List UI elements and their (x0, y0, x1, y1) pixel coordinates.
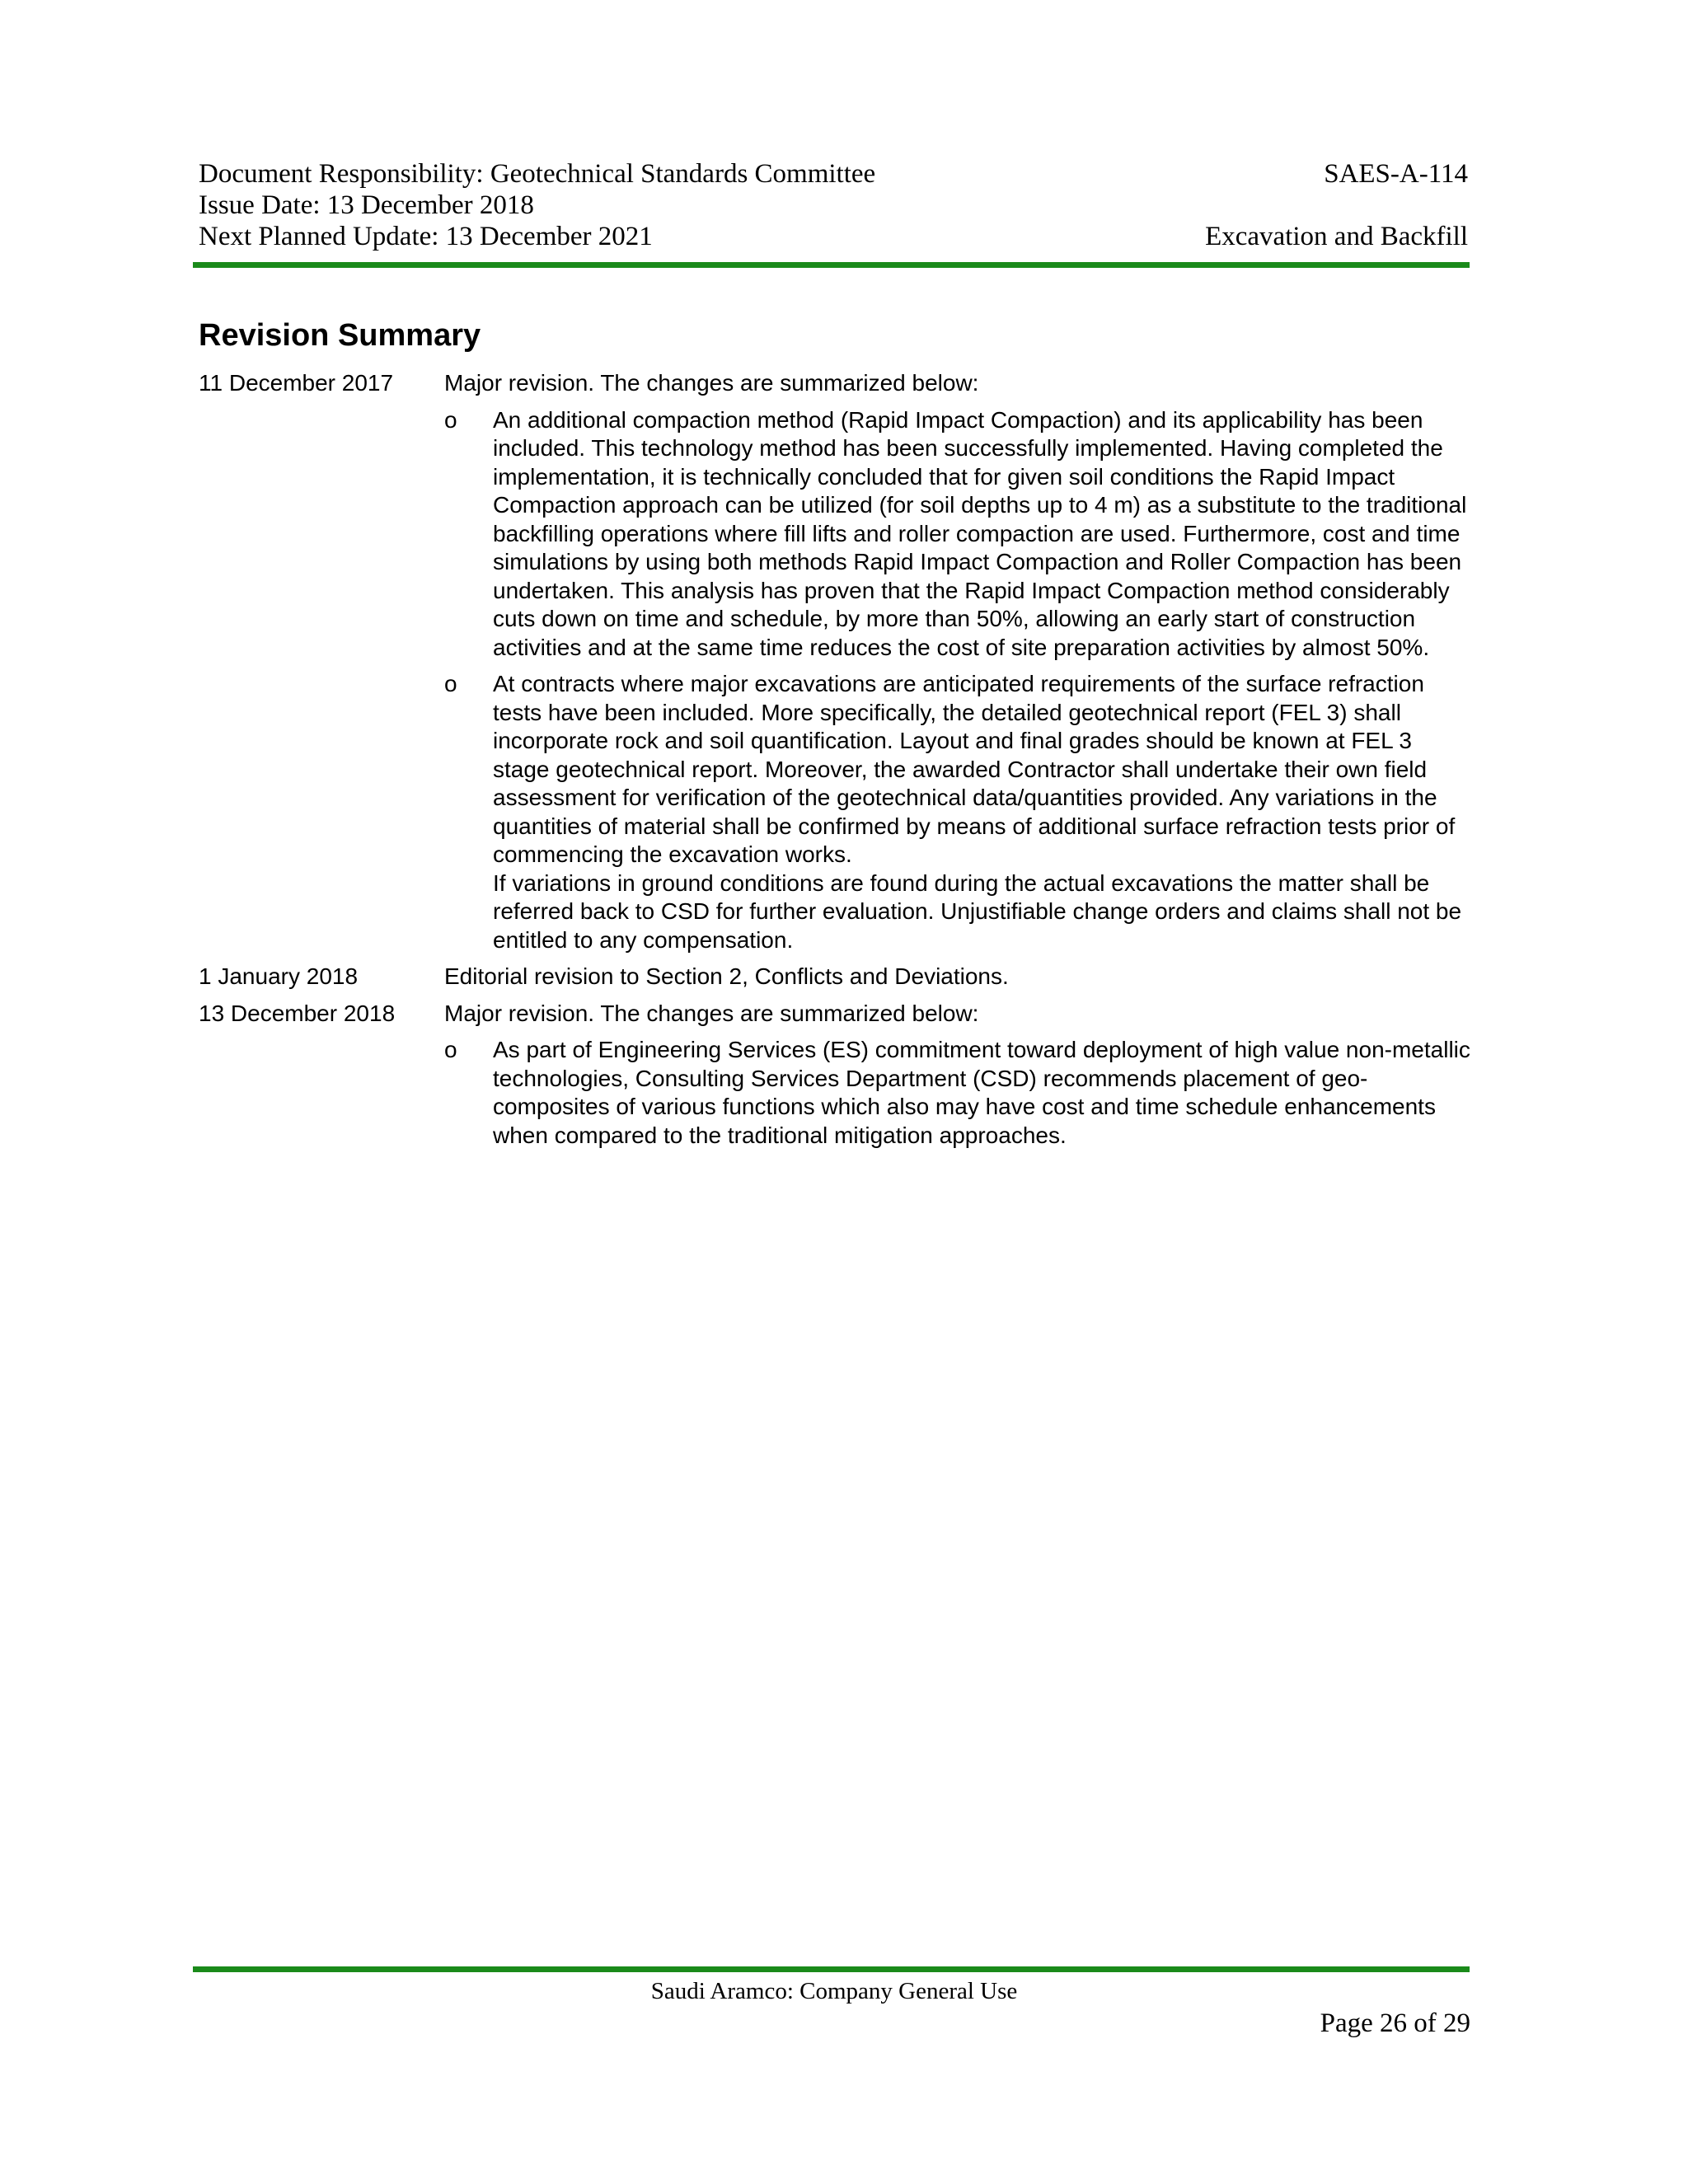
revision-body (444, 1000, 1472, 1151)
revision-summary: Editorial revision to Section 2, Conflicts and Deviations. (444, 963, 1009, 989)
revision-bullet (444, 406, 1472, 663)
revision-date: 11 December 2017 (199, 370, 394, 396)
issue-date: Issue Date: 13 December 2018 (199, 190, 534, 220)
page-header (199, 158, 1468, 252)
next-planned-update: Next Planned Update: 13 December 2021 (199, 222, 653, 251)
header-row-3 (199, 221, 1468, 252)
bullet-circle-icon: o (444, 671, 457, 696)
header-divider (193, 262, 1470, 268)
revision-date: 13 December 2018 (199, 1000, 396, 1026)
revision-entry (199, 369, 1472, 954)
revision-bullet (444, 670, 1472, 954)
revision-bullet (444, 1036, 1472, 1150)
document-number: SAES-A-114 (1324, 159, 1468, 189)
bullet-text: At contracts where major excavations are anticipated requirements of the surface refraction tests have been included. More specifically, the detailed geotechnical report (FEL 3) shall incorporate rock and soil quantification. Layout and final grades should be known at FEL 3 stage geotechnical report. Moreover, the awarded Contractor shall undertake their own field assessment for verification of the geotechnical data/quantities provided. Any variations in the quantities of material shall be confirmed by means of additional surface refraction tests prior of commencing the excavation works. (493, 671, 1456, 867)
revision-summary-list (199, 369, 1472, 1158)
revision-entry (199, 1000, 1472, 1151)
document-title: Excavation and Backfill (1205, 222, 1468, 251)
page-number: Page 26 of 29 (1320, 2008, 1470, 2038)
revision-body (444, 369, 1472, 954)
document-responsibility: Document Responsibility: Geotechnical Standards Committee (199, 159, 876, 189)
revision-entry (199, 963, 1472, 991)
section-title: Revision Summary (199, 318, 481, 353)
bullet-circle-icon: o (444, 1037, 457, 1062)
bullet-text-group (493, 670, 1472, 954)
bullet-text: As part of Engineering Services (ES) commitment toward deployment of high value non-metallic technologies, Consulting Services Department (CSD) recommends placement of geo-composites of various functions which also may have cost and time schedule enhancements when compared to the traditional mitigation approaches. (493, 1037, 1470, 1148)
bullet-text: An additional compaction method (Rapid Impact Compaction) and its applicability has been included. This technology method has been successfully implemented. Having completed the implementation, it is technically concluded that for given soil conditions the Rapid Impact Compaction approach can be utilized (for soil depths up to 4 m) as a substitute to the traditional backfilling operations where fill lifts and roller compaction are used. Furthermore, cost and time simulations by using both methods Rapid Impact Compaction and Roller Compaction has been undertaken. This analysis has proven that the Rapid Impact Compaction method considerably cuts down on time and schedule, by more than 50%, allowing an early start of construction activities and at the same time reduces the cost of site preparation activities by almost 50%. (493, 406, 1467, 660)
header-row-2 (199, 190, 1468, 221)
bullet-text-continued: If variations in ground conditions are found during the actual excavations the matter shall be referred back to CSD for further evaluation. Unjustifiable change orders and claims shall not be entitled to any compensation. (493, 869, 1462, 953)
revision-summary: Major revision. The changes are summarized below: (444, 1000, 979, 1026)
revision-body (444, 963, 1472, 991)
footer-classification: Saudi Aramco: Company General Use (650, 1978, 1018, 2004)
footer-divider (193, 1966, 1470, 1972)
revision-date: 1 January 2018 (199, 963, 359, 989)
header-row-1 (199, 158, 1468, 190)
revision-summary: Major revision. The changes are summarized below: (444, 370, 979, 396)
bullet-circle-icon: o (444, 406, 457, 433)
